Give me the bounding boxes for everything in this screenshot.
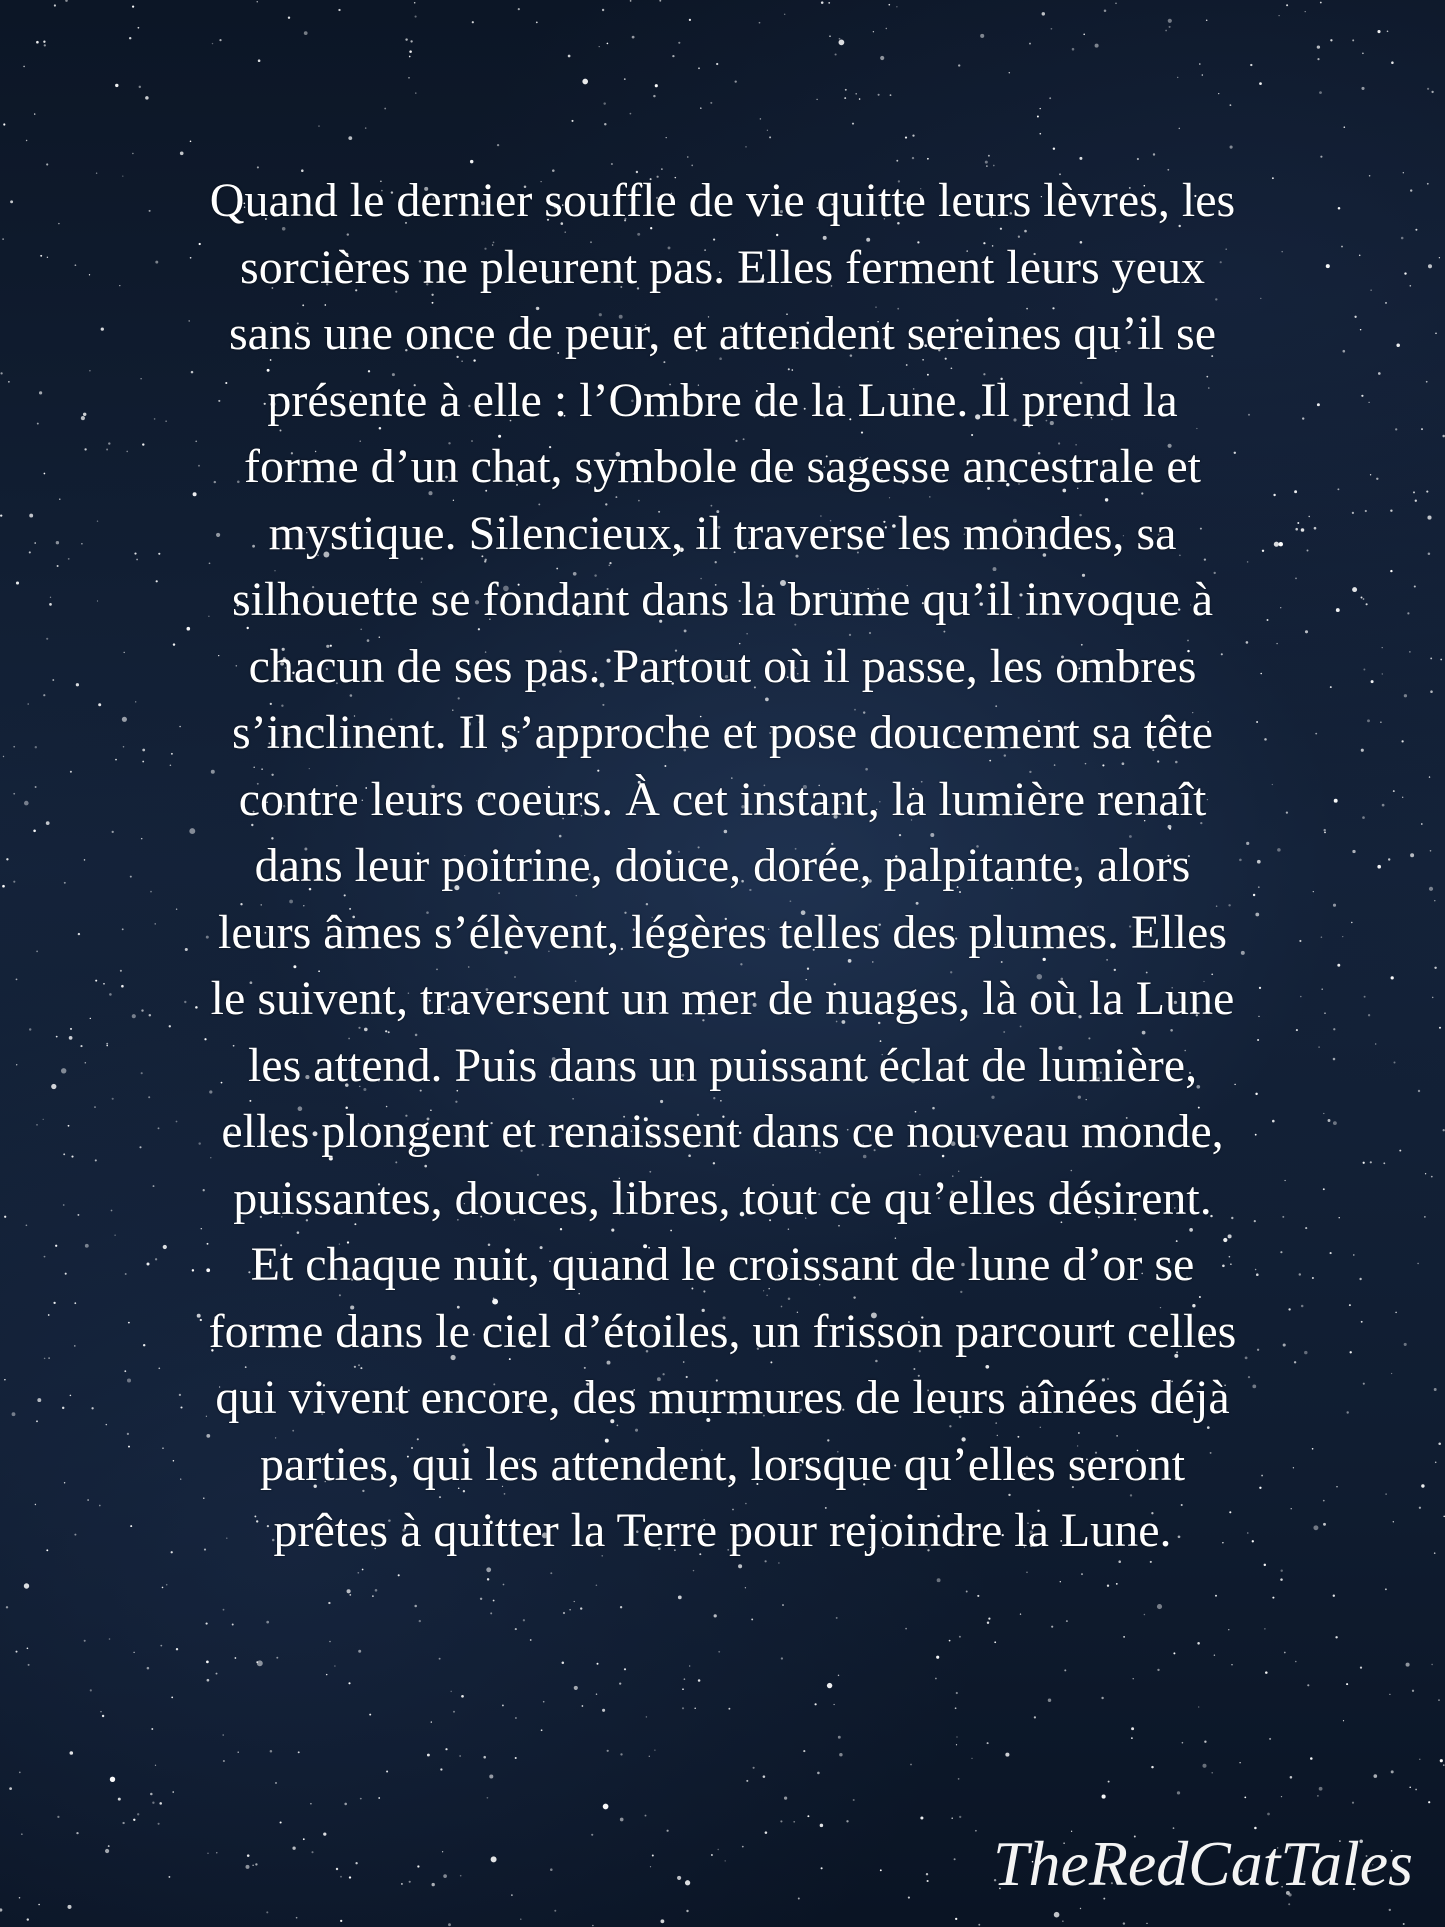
- story-line: forme d’un chat, symbole de sagesse ancestrale et: [244, 440, 1201, 493]
- story-line: sans une once de peur, et attendent sereines qu’il se: [228, 307, 1217, 360]
- story-line: Quand le dernier souffle de vie quitte leurs lèvres, les: [209, 174, 1236, 227]
- story-line: mystique. Silencieux, il traverse les mondes, sa: [268, 506, 1177, 560]
- story-line: parties, qui les attendent, lorsque qu’elles seront: [259, 1437, 1186, 1491]
- story-line: s’inclinent. Il s’approche et pose doucement sa tête: [232, 706, 1213, 759]
- story-line: le suivent, traversent un mer de nuages, là où la Lune: [210, 972, 1235, 1025]
- story-line: silhouette se fondant dans la brume qu’il invoque à: [231, 573, 1214, 626]
- story-text: [80, 168, 1365, 1565]
- story-line: les attend. Puis dans un puissant éclat de lumière,: [247, 1038, 1198, 1092]
- story-line: sorcières ne pleurent pas. Elles ferment leurs yeux: [240, 240, 1205, 294]
- story-line: présente à elle : l’Ombre de la Lune. Il prend la: [267, 373, 1178, 427]
- story-line: puissantes, douces, libres, tout ce qu’elles désirent.: [233, 1171, 1212, 1225]
- signature-logo: [985, 1815, 1415, 1905]
- story-line: elles plongent et renaissent dans ce nouveau monde,: [221, 1105, 1224, 1158]
- story-line: chacun de ses pas. Partout où il passe, les ombres: [248, 639, 1197, 693]
- story-line: qui vivent encore, des murmures de leurs aînées déjà: [215, 1371, 1230, 1424]
- story-line: forme dans le ciel d’étoiles, un frisson parcourt celles: [208, 1304, 1237, 1358]
- story-line: dans leur poitrine, douce, dorée, palpitante, alors: [254, 839, 1191, 892]
- story-line: leurs âmes s’élèvent, légères telles des plumes. Elles: [217, 905, 1227, 959]
- story-line: contre leurs coeurs. À cet instant, la lumière renaît: [238, 772, 1207, 826]
- story-line: Et chaque nuit, quand le croissant de lune d’or se: [250, 1238, 1195, 1291]
- story-line: prêtes à quitter la Terre pour rejoindre la Lune.: [273, 1504, 1172, 1557]
- signature-text: TheRedCatTales: [993, 1828, 1413, 1899]
